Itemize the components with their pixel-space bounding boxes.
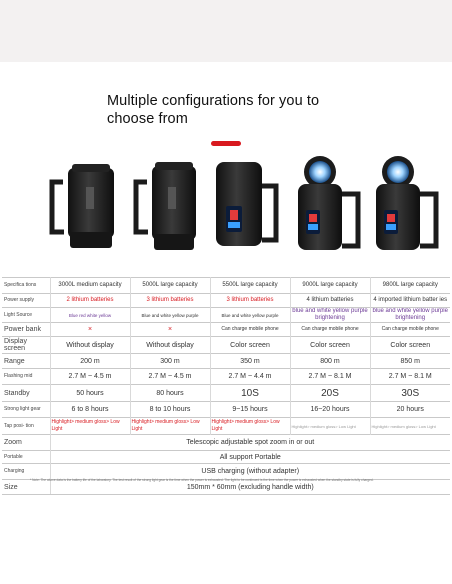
cell: 3000L medium capacity <box>50 278 130 294</box>
cell: 850 m <box>370 354 450 369</box>
cell: 300 m <box>130 354 210 369</box>
top-band <box>0 0 452 62</box>
cell: Can charge mobile phone <box>210 323 290 337</box>
row-label: Standby <box>2 385 50 402</box>
row-label: Charging <box>2 464 50 480</box>
cell: Highlight> medium gloss> Low Light <box>210 418 290 435</box>
cell: × <box>50 323 130 337</box>
cell: 10S <box>210 385 290 402</box>
torch-3000l-image <box>52 164 114 248</box>
row-label: Range <box>2 354 50 369</box>
table-row-light-source <box>2 308 450 323</box>
cell: 350 m <box>210 354 290 369</box>
cell: 5500L large capacity <box>210 278 290 294</box>
cell: Blue red white yellow <box>50 308 130 323</box>
cell: 3 lithium batteries <box>130 294 210 308</box>
heading-line-2: choose from <box>107 111 188 127</box>
cell: 50 hours <box>50 385 130 402</box>
row-label: Light Source <box>2 308 50 323</box>
cell: 150mm * 60mm (excluding handle width) <box>50 480 450 495</box>
cell: 20 hours <box>370 402 450 418</box>
row-label: Size <box>2 480 50 495</box>
table-row-display-screen <box>2 337 450 354</box>
cell: 5000L large capacity <box>130 278 210 294</box>
cell: 2.7 M ~ 4.5 m <box>130 369 210 385</box>
cell: Highlight> medium gloss> Low Light <box>370 418 450 435</box>
cell: 80 hours <box>130 385 210 402</box>
cell: Without display <box>50 337 130 354</box>
cell: Highlight> medium gloss> Low Light <box>50 418 130 435</box>
cell: 2.7 M ~ 4.4 m <box>210 369 290 385</box>
accent-bar <box>211 141 241 146</box>
torch-9800l-image <box>376 156 436 250</box>
cell: Blue and white yellow purple <box>210 308 290 323</box>
footnote: * Note: The above data is the battery life of the laboratory. The test result of the strong light gear is the time when the power is exhausted. The light to be continued is the time when the power is exhausted when the standby state is fully charged. <box>30 478 374 482</box>
cell: 200 m <box>50 354 130 369</box>
row-label: Tap posi- tion <box>2 418 50 435</box>
table-row-power-supply <box>2 294 450 308</box>
cell: Highlight> medium gloss> Low Light <box>290 418 370 435</box>
cell: 16~20 hours <box>290 402 370 418</box>
cell: 6 to 8 hours <box>50 402 130 418</box>
cell: 8 to 10 hours <box>130 402 210 418</box>
cell: 4 lithium batteries <box>290 294 370 308</box>
cell: blue and white yellow purple brightening <box>370 308 450 323</box>
torch-5000l-image <box>136 162 196 250</box>
cell: 2.7 M ~ 8.1 M <box>290 369 370 385</box>
cell: All support Portable <box>50 451 450 464</box>
cell: 30S <box>370 385 450 402</box>
table-row-specifications <box>2 278 450 294</box>
row-label: Power supply <box>2 294 50 308</box>
cell: Color screen <box>370 337 450 354</box>
cell: 3 lithium batteries <box>210 294 290 308</box>
row-label: Power bank <box>2 323 50 337</box>
table-row-range <box>2 354 450 369</box>
row-label: Strong light gear <box>2 402 50 418</box>
row-label: Portable <box>2 451 50 464</box>
cell: Blue and white yellow purple <box>130 308 210 323</box>
cell: 9000L large capacity <box>290 278 370 294</box>
cell: 9800L large capacity <box>370 278 450 294</box>
cell: Can charge mobile phone <box>290 323 370 337</box>
row-label: Display screen <box>2 337 50 354</box>
torch-9000l-image <box>298 156 358 250</box>
spec-table <box>2 277 450 495</box>
cell: 2.7 M ~ 4.5 m <box>50 369 130 385</box>
row-label: Flashing mid <box>2 369 50 385</box>
table-row-standby <box>2 385 450 402</box>
heading-line-1: Multiple configurations for you to <box>107 93 320 109</box>
table-row-portable <box>2 451 450 464</box>
cell: 2.7 M ~ 8.1 M <box>370 369 450 385</box>
table-row-zoom <box>2 435 450 451</box>
cell: 4 imported lithium batter ies <box>370 294 450 308</box>
cell: USB charging (without adapter) <box>50 464 450 480</box>
row-label: Specifica tions <box>2 278 50 294</box>
cell: Highlight> medium gloss> Low Light <box>130 418 210 435</box>
table-row-power-bank <box>2 323 450 337</box>
cell: 20S <box>290 385 370 402</box>
row-label: Zoom <box>2 435 50 451</box>
cell: 800 m <box>290 354 370 369</box>
product-lineup <box>0 152 452 262</box>
page-heading <box>107 92 367 128</box>
torch-5500l-image <box>216 162 276 246</box>
cell: Color screen <box>290 337 370 354</box>
cell: blue and white yellow purple brightening <box>290 308 370 323</box>
table-row-tap-position <box>2 418 450 435</box>
cell: Without display <box>130 337 210 354</box>
cell: Color screen <box>210 337 290 354</box>
cell: Telescopic adjustable spot zoom in or out <box>50 435 450 451</box>
cell: 9~15 hours <box>210 402 290 418</box>
table-row-flashing-mid <box>2 369 450 385</box>
cell: Can charge mobile phone <box>370 323 450 337</box>
cell: × <box>130 323 210 337</box>
table-row-strong-light-gear <box>2 402 450 418</box>
cell: 2 lithium batteries <box>50 294 130 308</box>
